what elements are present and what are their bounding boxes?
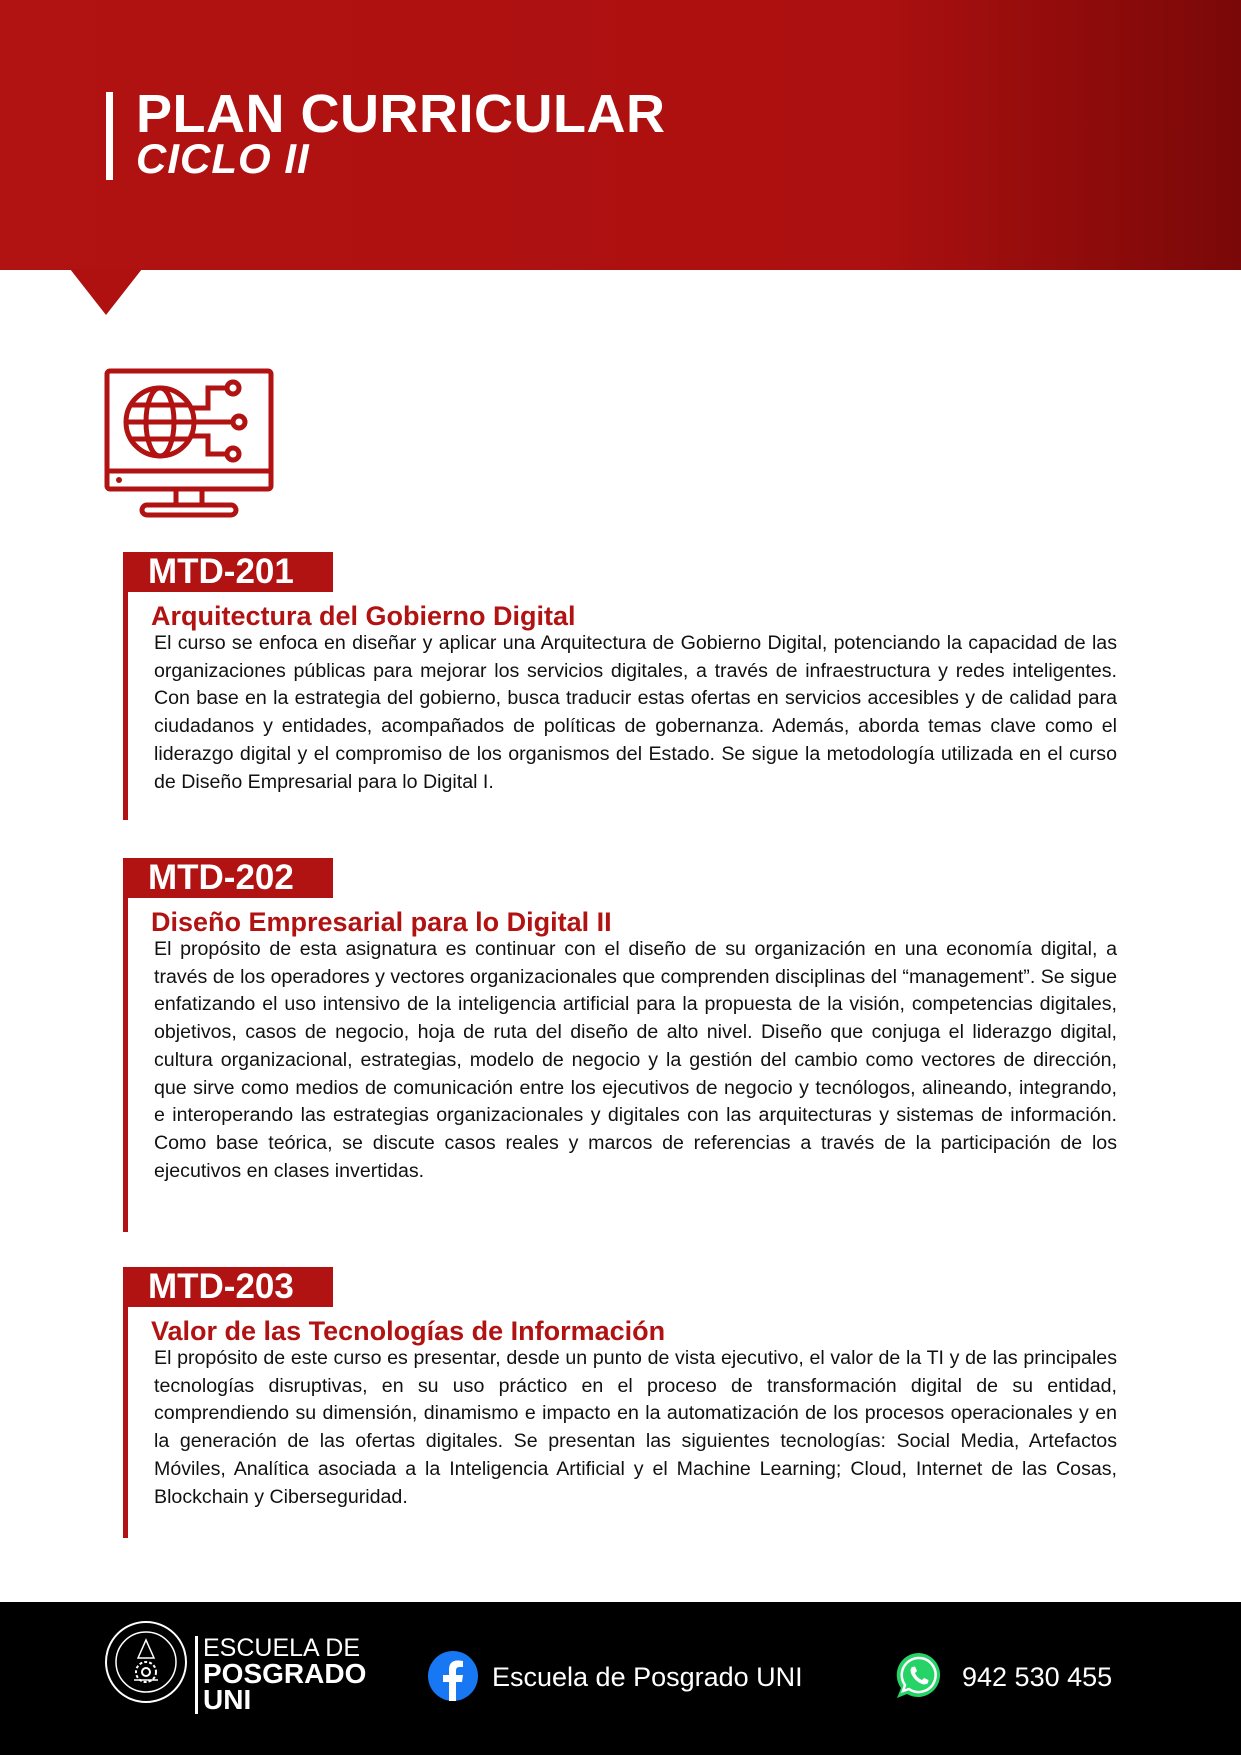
course-code: MTD-201 (123, 552, 333, 592)
course-mtd-202 (123, 858, 1117, 1232)
logo-text-line1: ESCUELA DE (203, 1634, 361, 1662)
logo-text-line2: POSGRADO (203, 1658, 367, 1689)
course-code: MTD-202 (123, 858, 333, 898)
page-subtitle: CICLO II (136, 135, 310, 182)
course-name: Valor de las Tecnologías de Información (151, 1316, 666, 1346)
course-description: El propósito de este curso es presentar, desde un punto de vista ejecutivo, el valor de la TI y de las principales tecnologías disruptivas, en su uso práctico en el proceso de transformación digital de su entidad, comprendiendo su dimensión, dinamismo e impacto en la automatización de los procesos operacionales y en la generación de las ofertas digitales. Se presentan las siguientes tecnologías: Social Media, Artefactos Móviles, Analítica asociada a la Inteligencia Artificial y el Machine Learning; Cloud, Internet de las Cosas, Blockchain y Ciberseguridad. (154, 1347, 1117, 1508)
whatsapp-icon[interactable] (893, 1650, 945, 1702)
logo-separator (195, 1636, 198, 1714)
course-name: Arquitectura del Gobierno Digital (151, 601, 576, 631)
course-mtd-201 (123, 552, 1117, 820)
page-title: PLAN CURRICULAR (136, 84, 666, 144)
course-name: Diseño Empresarial para lo Digital II (151, 907, 612, 937)
header-accent-bar (106, 92, 113, 180)
course-description: El propósito de esta asignatura es continuar con el diseño de su organización en una economía digital, a través de los operadores y vectores organizacionales que comprenden disciplinas del “management”. Se sigue enfatizando el uso intensivo de la inteligencia artificial para la propuesta de la visión, competencias digitales, objetivos, casos de negocio, hoja de ruta del diseño de alto nivel. Diseño que conjuga el liderazgo digital, cultura organizacional, estrategias, modelo de negocio y la gestión del cambio como vectores de dirección, que sirve como medios de comunicación entre los ejecutivos de negocio y tecnólogos, alineando, integrando, e interoperando las estrategias organizacionales y digitales con las arquitecturas y sistemas de información. Como base teórica, se discute casos reales y marcos de referencias a través de la participación de los ejecutivos en clases invertidas. (154, 938, 1117, 1182)
course-description: El curso se enfoca en diseñar y aplicar una Arquitectura de Gobierno Digital, potenciando la capacidad de las organizaciones públicas para mejorar los servicios digitales, a través de infraestructura y redes inteligentes. Con base en la estrategia del gobierno, busca traducir estas ofertas en servicios accesibles y de calidad para ciudadanos y entidades, acompañados de políticas de gobernanza. Además, aborda temas clave como el liderazgo digital y el compromiso de los organismos del Estado. Se sigue la metodología utilizada en el curso de Diseño Empresarial para lo Digital I. (154, 632, 1117, 793)
logo-text-line3: UNI (203, 1684, 252, 1715)
course-mtd-203 (123, 1267, 1117, 1538)
facebook-icon[interactable] (428, 1651, 478, 1701)
header-notch (70, 269, 142, 315)
course-code: MTD-203 (123, 1267, 333, 1307)
facebook-label[interactable]: Escuela de Posgrado UNI (492, 1662, 803, 1692)
monitor-globe-network-icon (104, 368, 274, 520)
whatsapp-number[interactable]: 942 530 455 (962, 1662, 1113, 1692)
university-seal-icon (104, 1620, 188, 1704)
